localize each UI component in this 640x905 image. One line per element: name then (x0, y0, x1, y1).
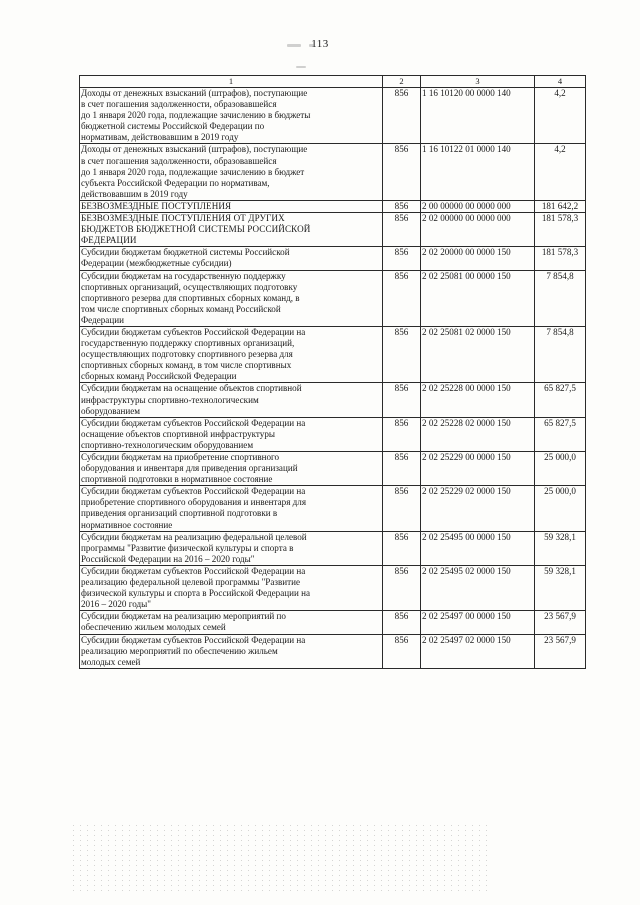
row-description: Субсидии бюджетам субъектов Российской Федерации на приобретение спортивного оборудования и инвентаря для приведения организаций спортивной подготовки в нормативное состояние (80, 486, 383, 531)
row-budget-code: 2 02 25228 00 0000 150 (421, 383, 535, 417)
row-description: Субсидии бюджетам на реализацию мероприятий по обеспечению жильем молодых семей (80, 611, 383, 634)
table-row (80, 565, 586, 610)
row-description: Субсидии бюджетам на приобретение спортивного оборудования и инвентаря для приведения организаций спортивной подготовки в нормативное состояние (80, 452, 383, 486)
scan-smudge (309, 44, 314, 47)
row-amount: 65 827,5 (535, 383, 586, 417)
row-description: БЕЗВОЗМЕЗДНЫЕ ПОСТУПЛЕНИЯ (80, 200, 383, 212)
row-description: Субсидии бюджетам субъектов Российской Федерации на реализацию мероприятий по обеспечению жильем молодых семей (80, 634, 383, 668)
row-admin-code: 856 (383, 247, 421, 270)
row-budget-code: 2 02 25497 00 0000 150 (421, 611, 535, 634)
row-budget-code: 2 02 20000 00 0000 150 (421, 247, 535, 270)
row-description: Доходы от денежных взысканий (штрафов), поступающие в счет погашения задолженности, образовавшейся до 1 января 2020 года, подлежащие зачислению в бюджет субъекта Российской Федерации по нормативам, действовавшим в 2019 году (80, 144, 383, 200)
row-admin-code: 856 (383, 213, 421, 247)
row-description: Субсидии бюджетам субъектов Российской Федерации на реализацию федеральной целевой программы "Развитие физической культуры и спорта в Российской Федерации на 2016 – 2020 годы" (80, 565, 383, 610)
table-row (80, 634, 586, 668)
scan-noise (70, 823, 490, 893)
table-row (80, 200, 586, 212)
row-amount: 7 854,8 (535, 326, 586, 382)
table-row (80, 88, 586, 144)
row-admin-code: 856 (383, 417, 421, 451)
row-admin-code: 856 (383, 634, 421, 668)
row-budget-code: 1 16 10120 00 0000 140 (421, 88, 535, 144)
row-amount: 4,2 (535, 144, 586, 200)
row-description: Субсидии бюджетам бюджетной системы Российской Федерации (межбюджетные субсидии) (80, 247, 383, 270)
scan-smudge (287, 44, 301, 47)
row-admin-code: 856 (383, 452, 421, 486)
table-header-row (80, 76, 586, 88)
row-amount: 181 578,3 (535, 247, 586, 270)
row-budget-code: 1 16 10122 01 0000 140 (421, 144, 535, 200)
row-admin-code: 856 (383, 326, 421, 382)
row-amount: 7 854,8 (535, 270, 586, 326)
row-budget-code: 2 02 25229 00 0000 150 (421, 452, 535, 486)
table-row (80, 531, 586, 565)
row-amount: 4,2 (535, 88, 586, 144)
row-admin-code: 856 (383, 611, 421, 634)
column-header: 2 (383, 76, 421, 88)
row-budget-code: 2 02 00000 00 0000 000 (421, 213, 535, 247)
table-row (80, 486, 586, 531)
scan-smudge (296, 66, 306, 68)
page-number: 113 (311, 38, 329, 50)
table-row (80, 383, 586, 417)
row-amount: 25 000,0 (535, 452, 586, 486)
row-admin-code: 856 (383, 383, 421, 417)
row-amount: 25 000,0 (535, 486, 586, 531)
row-budget-code: 2 02 25081 00 0000 150 (421, 270, 535, 326)
row-admin-code: 856 (383, 486, 421, 531)
row-amount: 23 567,9 (535, 611, 586, 634)
table-row (80, 247, 586, 270)
table-row (80, 452, 586, 486)
table-row (80, 270, 586, 326)
row-admin-code: 856 (383, 144, 421, 200)
table-row (80, 417, 586, 451)
row-budget-code: 2 00 00000 00 0000 000 (421, 200, 535, 212)
row-budget-code: 2 02 25081 02 0000 150 (421, 326, 535, 382)
row-description: Субсидии бюджетам субъектов Российской Федерации на оснащение объектов спортивной инфраструктуры спортивно-технологическим оборудованием (80, 417, 383, 451)
budget-revenue-table (79, 75, 586, 669)
row-amount: 59 328,1 (535, 531, 586, 565)
row-description: Субсидии бюджетам на государственную поддержку спортивных организаций, осуществляющих подготовку спортивного резерва для спортивных сборных команд, в том числе спортивных сборных команд Российской Федерации (80, 270, 383, 326)
row-admin-code: 856 (383, 531, 421, 565)
row-admin-code: 856 (383, 88, 421, 144)
row-budget-code: 2 02 25229 02 0000 150 (421, 486, 535, 531)
row-amount: 23 567,9 (535, 634, 586, 668)
row-budget-code: 2 02 25495 00 0000 150 (421, 531, 535, 565)
table-row (80, 213, 586, 247)
column-header: 4 (535, 76, 586, 88)
row-budget-code: 2 02 25495 02 0000 150 (421, 565, 535, 610)
row-admin-code: 856 (383, 270, 421, 326)
row-description: Субсидии бюджетам субъектов Российской Федерации на государственную поддержку спортивных организаций, осуществляющих подготовку спортивного резерва для спортивных сборных команд, в том числе спортивных сборных команд Российской Федерации (80, 326, 383, 382)
table-row (80, 611, 586, 634)
column-header: 1 (80, 76, 383, 88)
row-amount: 65 827,5 (535, 417, 586, 451)
column-header: 3 (421, 76, 535, 88)
row-amount: 181 642,2 (535, 200, 586, 212)
row-description: Субсидии бюджетам на реализацию федеральной целевой программы "Развитие физической культуры и спорта в Российской Федерации на 2016 – 2020 годы" (80, 531, 383, 565)
table-row (80, 144, 586, 200)
row-description: Доходы от денежных взысканий (штрафов), поступающие в счет погашения задолженности, образовавшейся до 1 января 2020 года, подлежащие зачислению в бюджеты бюджетной системы Российской Федерации по нормативам, действовавшим в 2019 году (80, 88, 383, 144)
row-admin-code: 856 (383, 565, 421, 610)
row-description: Субсидии бюджетам на оснащение объектов спортивной инфраструктуры спортивно-технологическим оборудованием (80, 383, 383, 417)
row-amount: 59 328,1 (535, 565, 586, 610)
row-budget-code: 2 02 25228 02 0000 150 (421, 417, 535, 451)
row-amount: 181 578,3 (535, 213, 586, 247)
row-admin-code: 856 (383, 200, 421, 212)
table-row (80, 326, 586, 382)
row-description: БЕЗВОЗМЕЗДНЫЕ ПОСТУПЛЕНИЯ ОТ ДРУГИХ БЮДЖЕТОВ БЮДЖЕТНОЙ СИСТЕМЫ РОССИЙСКОЙ ФЕДЕРАЦИИ (80, 213, 383, 247)
row-budget-code: 2 02 25497 02 0000 150 (421, 634, 535, 668)
